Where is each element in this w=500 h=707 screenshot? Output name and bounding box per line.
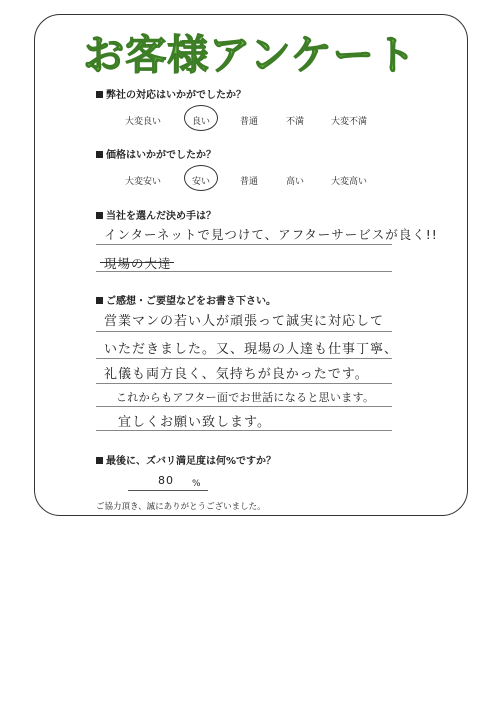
q3-ruled-line-1	[96, 244, 392, 245]
question-3-label: 当社を選んだ決め手は？	[96, 207, 216, 222]
q4-comment-line-1: 営業マンの若い人が頑張って誠実に対応して	[104, 314, 385, 329]
q2-option-2[interactable]: 安い	[192, 177, 211, 187]
q4-comment-line-5: 宜しくお願い致します。	[118, 415, 271, 430]
question-2-label: 価格はいかがでしたか？	[96, 146, 216, 161]
q1-option-1[interactable]: 大変良い	[125, 117, 162, 127]
bullet-square-icon	[96, 91, 103, 98]
bullet-square-icon	[96, 297, 103, 304]
satisfaction-value: 80	[158, 474, 174, 487]
q4-ruled-line-3	[96, 383, 392, 384]
bullet-square-icon	[96, 151, 103, 158]
q3-ruled-line-2	[96, 271, 392, 272]
question-5-label: 最後に、ズバリ満足度は何%ですか？	[96, 452, 276, 467]
q4-ruled-line-5	[96, 430, 392, 431]
question-4-label: ご感想・ご要望などをお書き下さい。	[96, 292, 276, 307]
survey-title: お客様アンケート	[83, 31, 417, 79]
q4-ruled-line-1	[96, 331, 392, 332]
satisfaction-unit: %	[192, 479, 201, 489]
q4-comment-line-4: これからもアフター面でお世話になると思います。	[116, 391, 375, 404]
q4-comment-line-3: 礼儀も両方良く、気持ちが良かったです。	[104, 367, 369, 382]
q1-option-4[interactable]: 不満	[286, 117, 305, 127]
question-1-label: 弊社の対応はいかがでしたか？	[96, 86, 246, 101]
q1-option-5[interactable]: 大変不満	[331, 117, 368, 127]
q2-option-5[interactable]: 大変高い	[331, 177, 368, 187]
q2-option-3[interactable]: 普通	[240, 177, 259, 187]
bullet-square-icon	[96, 212, 103, 219]
q3-answer-line-1: インターネットで見つけて、アフターサービスが良く!!	[104, 227, 438, 242]
q3-answer-line-2: 現場の大達	[104, 256, 172, 271]
q2-option-4[interactable]: 高い	[286, 177, 305, 187]
satisfaction-underline	[128, 490, 208, 491]
q4-comment-line-2: いただきました。又、現場の人達も仕事丁寧、	[104, 342, 399, 357]
q1-option-3[interactable]: 普通	[240, 117, 259, 127]
thank-you-footer: ご協力頂き、誠にありがとうございました。	[96, 502, 266, 512]
bullet-square-icon	[96, 457, 103, 464]
q3-strikethrough	[100, 262, 174, 263]
q4-ruled-line-2	[96, 358, 392, 359]
q2-option-1[interactable]: 大変安い	[125, 177, 162, 187]
q1-selection-circle	[184, 105, 218, 131]
q1-option-2[interactable]: 良い	[192, 117, 211, 127]
q2-selection-circle	[184, 165, 218, 191]
q4-ruled-line-4	[96, 406, 392, 407]
